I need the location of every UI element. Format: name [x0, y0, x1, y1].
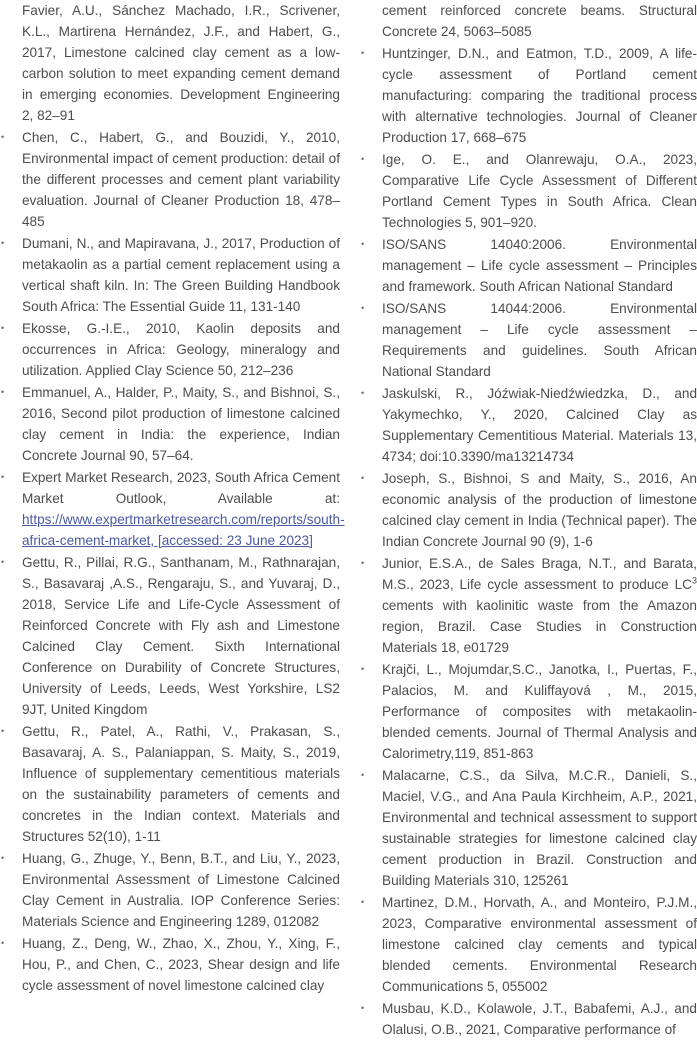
reference-item: [0, 467, 345, 551]
reference-item: • Huntzinger, D.N., and Eatmon, T.D., 2009, A life-cycle assessment of Portland cement manufacturing: comparing the traditional process with alternative technologies. Journal of Cleaner Production 17, 668–675: [360, 43, 697, 148]
reference-item: Favier, A.U., Sánchez Machado, I.R., Scrivener, K.L., Martirena Hernández, J.F., and Habert, G., 2017, Limestone calcined clay cement as a low-carbon solution to meet expanding cement demand in emerging economies. Development Engineering 2, 82–91: [22, 3, 340, 123]
reference-item: • ISO/SANS 14040:2006. Environmental management – Life cycle assessment – Principles and framework. South African National Standard: [360, 234, 697, 297]
reference-item: • Huang, G., Zhuge, Y., Benn, B.T., and Liu, Y., 2023, Environmental Assessment of Limestone Calcined Clay Cement in Australia. IOP Conference Series: Materials Science and Engineering 1289, 012082: [0, 848, 340, 932]
reference-text: Expert Market Research, 2023, South Africa Cement Market Outlook, Available at:: [22, 470, 340, 506]
reference-text: Junior, E.S.A., de Sales Braga, N.T., and Barata, M.S., 2023, Life cycle assessment to produce LC: [382, 556, 697, 592]
reference-item: • Emmanuel, A., Halder, P., Maity, S., and Bishnoi, S., 2016, Second pilot production of limestone calcined clay cement in India: the experience, Indian Concrete Journal 90, 57–64.: [0, 382, 340, 466]
reference-item: [360, 553, 697, 658]
reference-item: • Ekosse, G.-I.E., 2010, Kaolin deposits and occurrences in Africa: Geology, mineralogy and utilization. Applied Clay Science 50, 212–236: [0, 318, 340, 381]
superscript: 3: [691, 575, 697, 586]
reference-item: • Gettu, R., Pillai, R.G., Santhanam, M., Rathnarajan, S., Basavaraj ,A.S., Rengaraju, S., and Yuvaraj, D., 2018, Service Life and Life-Cycle Assessment of Reinforced Concrete with Fly ash and Limestone Calcined Clay Cement. Sixth International Conference on Durability of Concrete Structures, University of Leeds, Leeds, West Yorkshire, LS2 9JT, United Kingdom: [0, 552, 340, 720]
reference-item: • Malacarne, C.S., da Silva, M.C.R., Danieli, S., Maciel, V.G., and Ana Paula Kirchheim, A.P., 2021, Environmental and technical assessment to support sustainable strategies for limestone calcined clay cement production in Brazil. Construction and Building Materials 310, 125261: [360, 765, 697, 891]
left-column: [0, 0, 345, 997]
reference-item: • Huang, Z., Deng, W., Zhao, X., Zhou, Y., Xing, F., Hou, P., and Chen, C., 2023, Shear design and life cycle assessment of novel limestone calcined clay: [0, 933, 340, 996]
reference-item: • Dumani, N., and Mapiravana, J., 2017, Production of metakaolin as a partial cement replacement using a vertical shaft kiln. In: The Green Building Handbook South Africa: The Essential Guide 11, 131-140: [0, 233, 340, 317]
reference-item: • Jaskulski, R., Jóźwiak-Niedźwiedzka, D., and Yakymechko, Y., 2020, Calcined Clay as Supplementary Cementitious Material. Materials 13, 4734; doi:10.3390/ma13214734: [360, 383, 697, 467]
reference-item: • ISO/SANS 14044:2006. Environmental management – Life cycle assessment –Requirements and guidelines. South African National Standard: [360, 298, 697, 382]
reference-list-right: [360, 0, 697, 1040]
reference-item: • Martinez, D.M., Horvath, A., and Monteiro, P.J.M., 2023, Comparative environmental assessment of limestone calcined clay cements and typical blended cements. Environmental Research Communications 5, 055002: [360, 892, 697, 997]
right-column: [360, 0, 697, 1041]
reference-item: • Chen, C., Habert, G., and Bouzidi, Y., 2010, Environmental impact of cement production: detail of the different processes and cement plant variability evaluation. Journal of Cleaner Production 18, 478–485: [0, 127, 340, 232]
reference-item: • Joseph, S., Bishnoi, S and Maity, S., 2016, An economic analysis of the production of limestone calcined clay cement in India (Technical paper). The Indian Concrete Journal 90 (9), 1-6: [360, 468, 697, 552]
reference-list-left: [0, 0, 345, 996]
reference-item: • Gettu, R., Patel, A., Rathi, V., Prakasan, S., Basavaraj, A. S., Palaniappan, S. Maity, S., 2019, Influence of supplementary cementitious materials on the sustainability parameters of cements and concretes in the Indian context. Materials and Structures 52(10), 1-11: [0, 721, 340, 847]
reference-item: • Ige, O. E., and Olanrewaju, O.A., 2023, Comparative Life Cycle Assessment of Different Portland Cement Types in South Africa. Clean Technologies 5, 901–920.: [360, 149, 697, 233]
reference-url-link[interactable]: https://www.expertmarketresearch.com/reports/south-africa-cement-market, [accessed: 23 June 2023]: [22, 512, 345, 548]
reference-item: cement reinforced concrete beams. Structural Concrete 24, 5063–5085: [382, 3, 697, 39]
reference-text: cements with kaolinitic waste from the Amazon region, Brazil. Case Studies in Construction Materials 18, e01729: [382, 598, 697, 655]
reference-item: • Krajči, L., Mojumdar,S.C., Janotka, I., Puertas, F., Palacios, M. and Kuliffayová , M., 2015, Performance of composites with metakaolin-blended cements. Journal of Thermal Analysis and Calorimetry,119, 851-863: [360, 659, 697, 764]
reference-item: • Musbau, K.D., Kolawole, J.T., Babafemi, A.J., and Olalusi, O.B., 2021, Comparative performance of: [360, 998, 697, 1040]
